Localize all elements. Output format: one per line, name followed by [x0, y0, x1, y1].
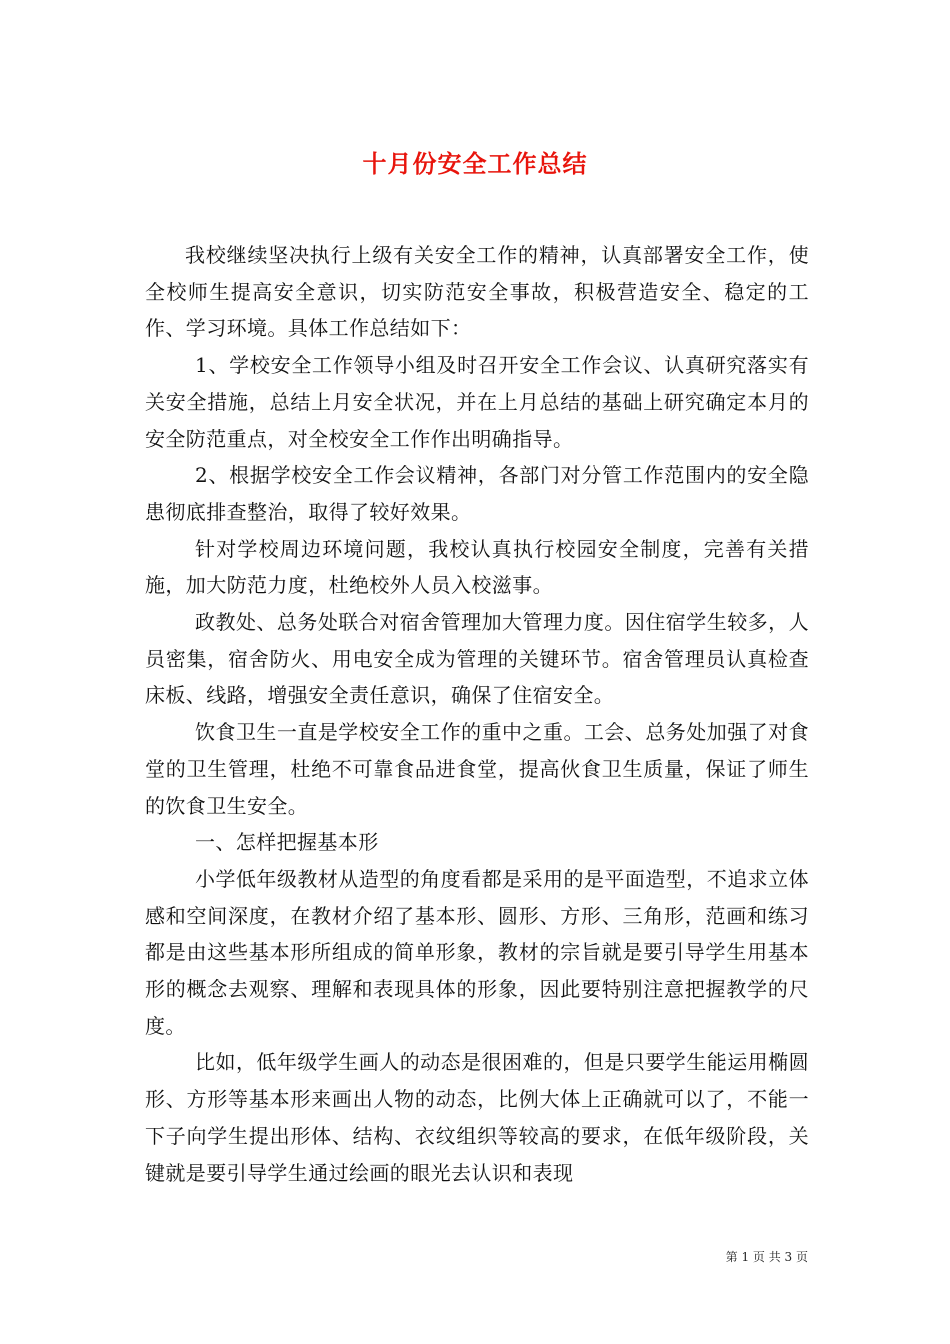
paragraph-food-hygiene: 饮食卫生一直是学校安全工作的重中之重。工会、总务处加强了对食堂的卫生管理，杜绝不可靠食品进食堂，提高伙食卫生质量，保证了师生的饮食卫生安全。: [145, 720, 809, 818]
paragraph-campus-environment: 针对学校周边环境问题，我校认真执行校园安全制度，完善有关措施，加大防范力度，杜绝校外人员入校滋事。: [145, 536, 809, 598]
page-number-label: 第 1 页 共 3 页: [725, 1250, 808, 1264]
paragraph-intro: 我校继续坚决执行上级有关安全工作的精神，认真部署安全工作，使全校师生提高安全意识，切实防范安全事故，积极营造安全、稳定的工作、学习环境。具体工作总结如下：: [145, 243, 809, 341]
document-body: [145, 237, 809, 1191]
paragraph-item-2: 2、根据学校安全工作会议精神，各部门对分管工作范围内的安全隐患彻底排查整治，取得了较好效果。: [145, 463, 809, 524]
page-footer: [726, 1248, 808, 1265]
page-title: 十月份安全工作总结: [362, 149, 588, 179]
paragraph-textbook: 小学低年级教材从造型的角度看都是采用的是平面造型，不追求立体感和空间深度，在教材介绍了基本形、圆形、方形、三角形，范画和练习都是由这些基本形所组成的简单形象，教材的宗旨就是要引导学生用基本形的概念去观察、理解和表现具体的形象，因此要特别注意把握教学的尺度。: [145, 866, 809, 1038]
section-heading-basic-shapes: 一、怎样把握基本形: [195, 830, 379, 855]
paragraph-dormitory: 政教处、总务处联合对宿舍管理加大管理力度。因住宿学生较多，人员密集，宿舍防火、用电安全成为管理的关键环节。宿舍管理员认真检查床板、线路，增强安全责任意识，确保了住宿安全。: [145, 610, 809, 708]
paragraph-example: 比如，低年级学生画人的动态是很困难的，但是只要学生能运用椭圆形、方形等基本形来画出人物的动态，比例大体上正确就可以了，不能一下子向学生提出形体、结构、衣纹组织等较高的要求，在低年级阶段，关键就是要引导学生通过绘画的眼光去认识和表现: [145, 1050, 809, 1185]
paragraph-item-1: 1、学校安全工作领导小组及时召开安全工作会议、认真研究落实有关安全措施，总结上月安全状况，并在上月总结的基础上研究确定本月的安全防范重点，对全校安全工作作出明确指导。: [145, 353, 809, 451]
